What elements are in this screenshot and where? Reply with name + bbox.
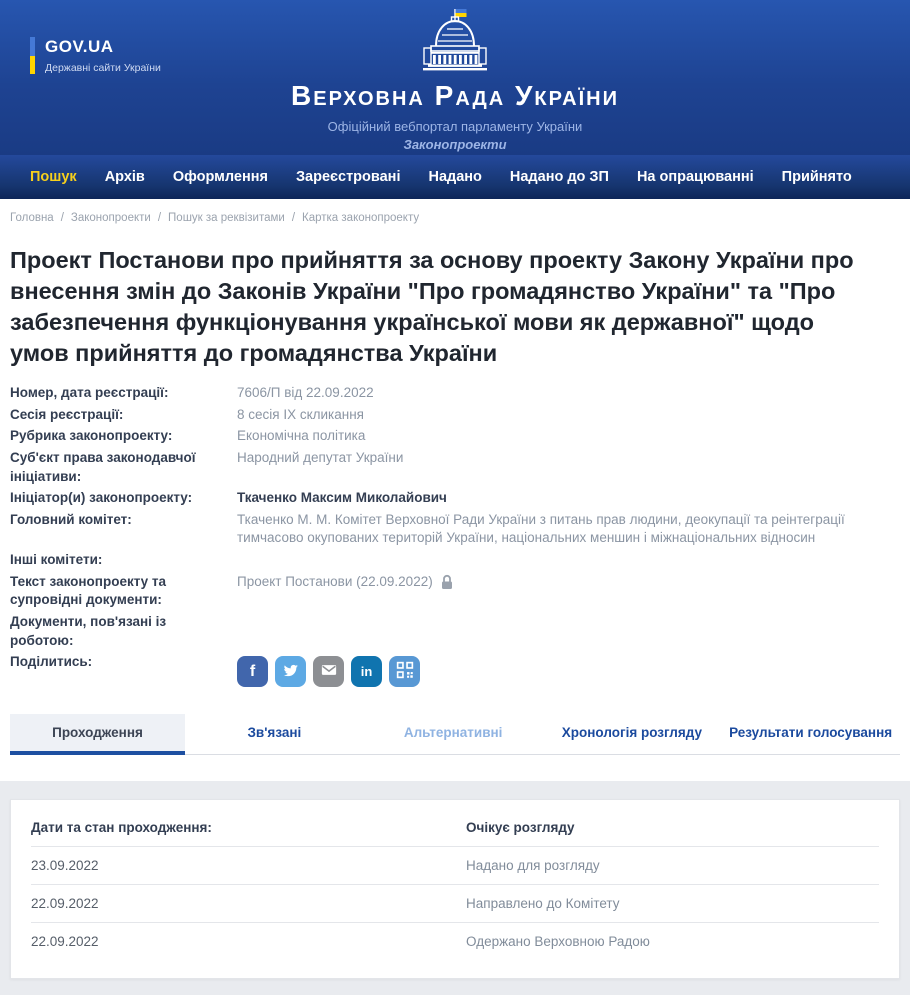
- detail-row-related-documents: [10, 613, 900, 650]
- email-icon: [320, 661, 338, 682]
- nav-item-oformlennia[interactable]: Оформлення: [172, 169, 268, 185]
- tab-khronolohiia-rozghliadu[interactable]: Хронологія розгляду: [561, 725, 702, 741]
- share-linkedin-button[interactable]: [351, 656, 382, 687]
- nav-item-zareiestrovani[interactable]: Зареєстровані: [295, 169, 401, 185]
- tab-zviazani[interactable]: Зв'язані: [247, 725, 302, 741]
- breadcrumb-separator: /: [60, 212, 64, 224]
- detail-row-session: [10, 406, 900, 425]
- parliament-building-icon: [411, 58, 499, 75]
- ukraine-flag-icon: [456, 9, 467, 13]
- detail-value-session: [237, 406, 865, 425]
- qr-code-icon: [396, 661, 414, 682]
- detail-value-documents[interactable]: [237, 573, 865, 592]
- table-row: [31, 847, 879, 885]
- breadcrumb-separator: /: [291, 212, 296, 224]
- nav-item-na-opratsiuvanni[interactable]: На опрацюванні: [636, 169, 754, 185]
- detail-label-session: Сесія реєстрації:: [10, 406, 124, 422]
- ukraine-flag-bar-icon: [30, 37, 35, 74]
- facebook-icon: f: [249, 662, 256, 680]
- detail-label-documents: Текст законопроекту та супровідні документи:: [10, 573, 167, 608]
- progress-col-dates: Дати та стан проходження:: [31, 820, 212, 836]
- bill-details: [10, 384, 900, 690]
- share-email-button[interactable]: [313, 656, 344, 687]
- detail-value-rubric: [237, 427, 865, 446]
- progress-date: 23.09.2022: [31, 858, 99, 874]
- share-qr-code-button[interactable]: [389, 656, 420, 687]
- detail-value-text-initiators[interactable]: Ткаченко Максим Миколайович: [237, 490, 447, 506]
- progress-status: Одержано Верховною Радою: [466, 934, 650, 950]
- linkedin-icon: in: [360, 664, 373, 680]
- detail-label-initiative-subject: Суб'єкт права законодавчої ініціативи:: [10, 449, 196, 484]
- share-buttons: [237, 656, 900, 687]
- breadcrumb-item-poshuk-za-rekvizytamy[interactable]: Пошук за реквізитами: [168, 212, 285, 224]
- nav-item-nadano-do-zp[interactable]: Надано до ЗП: [509, 169, 609, 185]
- progress-date: 22.09.2022: [31, 896, 99, 912]
- nav-item-poshuk[interactable]: Пошук: [30, 169, 77, 185]
- detail-value-initiative-subject: [237, 449, 865, 468]
- detail-value-text-session: 8 сесія IX скликання: [237, 406, 364, 422]
- gov-ua-subtitle: Державні сайти України: [45, 62, 161, 74]
- progress-col-status: Очікує розгляду: [466, 820, 575, 836]
- detail-value-text-rubric: Економічна політика: [237, 428, 366, 444]
- site-header: [0, 0, 910, 155]
- breadcrumb-item-kartka-zakonoproektu[interactable]: Картка законопроекту: [302, 212, 420, 224]
- share-facebook-button[interactable]: [237, 656, 268, 687]
- nav-item-nadano[interactable]: Надано: [428, 169, 482, 185]
- nav-item-pryiniato[interactable]: Прийнято: [781, 169, 852, 185]
- detail-label-main-committee: Головний комітет:: [10, 511, 132, 527]
- site-subtitle: Офіційний вебпортал парламенту України: [327, 119, 583, 134]
- detail-label-number-date: Номер, дата реєстрації:: [10, 385, 169, 401]
- lock-icon: [440, 574, 454, 590]
- detail-value-text-main-committee: Ткаченко М. М. Комітет Верховної Ради України з питань прав людини, деокупації та реінтеграції тимчасово окупованих територій України, національних меншин і міжнаціональних відносин: [237, 511, 845, 546]
- tab-alternatyvni: Альтернативні: [403, 725, 503, 741]
- bill-tabs: [10, 714, 900, 755]
- gov-ua-logo[interactable]: [30, 37, 161, 74]
- tab-rezultaty-holosuvannia[interactable]: Результати голосування: [729, 725, 893, 741]
- detail-label-share: Поділитись:: [10, 654, 93, 670]
- progress-status: Надано для розгляду: [466, 858, 600, 874]
- breadcrumb-item-holovna[interactable]: Головна: [10, 212, 54, 224]
- progress-date: 22.09.2022: [31, 934, 99, 950]
- tab-prokhodzhennia[interactable]: Проходження: [10, 714, 185, 755]
- gov-ua-title: GOV.UA: [45, 37, 114, 56]
- detail-value-text-documents[interactable]: Проект Постанови (22.09.2022): [237, 573, 433, 589]
- table-row: [31, 923, 879, 960]
- detail-row-main-committee: [10, 511, 900, 548]
- detail-row-initiators: [10, 489, 900, 508]
- detail-value-main-committee: [237, 511, 865, 548]
- twitter-icon: [282, 662, 299, 682]
- detail-value-number-date: [237, 384, 865, 403]
- detail-row-initiative-subject: [10, 449, 900, 486]
- detail-row-rubric: [10, 427, 900, 446]
- detail-value-text-number-date: 7606/П від 22.09.2022: [237, 385, 374, 401]
- breadcrumb: [0, 199, 910, 224]
- progress-status: Направлено до Комітету: [466, 896, 620, 912]
- progress-section: [0, 781, 910, 995]
- detail-label-other-committees: Інші комітети:: [10, 552, 103, 568]
- breadcrumb-item-zakonoproekty[interactable]: Законопроекти: [70, 212, 151, 224]
- breadcrumb-separator: /: [157, 212, 162, 224]
- portal-section-name: Законопроекти: [403, 137, 507, 152]
- detail-value-text-initiative-subject: Народний депутат України: [237, 449, 404, 465]
- progress-table-header: [31, 814, 879, 847]
- detail-value-initiators[interactable]: [237, 489, 865, 508]
- detail-label-related-documents: Документи, пов'язані із роботою:: [10, 613, 167, 648]
- main-nav: [0, 155, 910, 199]
- detail-row-share: [10, 653, 900, 687]
- detail-row-other-committees: [10, 551, 900, 570]
- detail-label-initiators: Ініціатор(и) законопроекту:: [10, 490, 193, 506]
- progress-card: [10, 799, 900, 979]
- detail-row-documents: [10, 573, 900, 610]
- site-title[interactable]: Верховна Рада України: [291, 80, 619, 111]
- table-row: [31, 885, 879, 923]
- page-title: Проект Постанови про прийняття за основу проекту Закону України про внесення змін до Законів України "Про громадянство України" та "Про забезпечення функціонування української мови як державної" щодо умов прийняття до громадянства України: [10, 247, 854, 367]
- share-twitter-button[interactable]: [275, 656, 306, 687]
- nav-item-arkhiv[interactable]: Архів: [104, 169, 145, 185]
- detail-row-number-date: [10, 384, 900, 403]
- detail-label-rubric: Рубрика законопроекту:: [10, 428, 173, 444]
